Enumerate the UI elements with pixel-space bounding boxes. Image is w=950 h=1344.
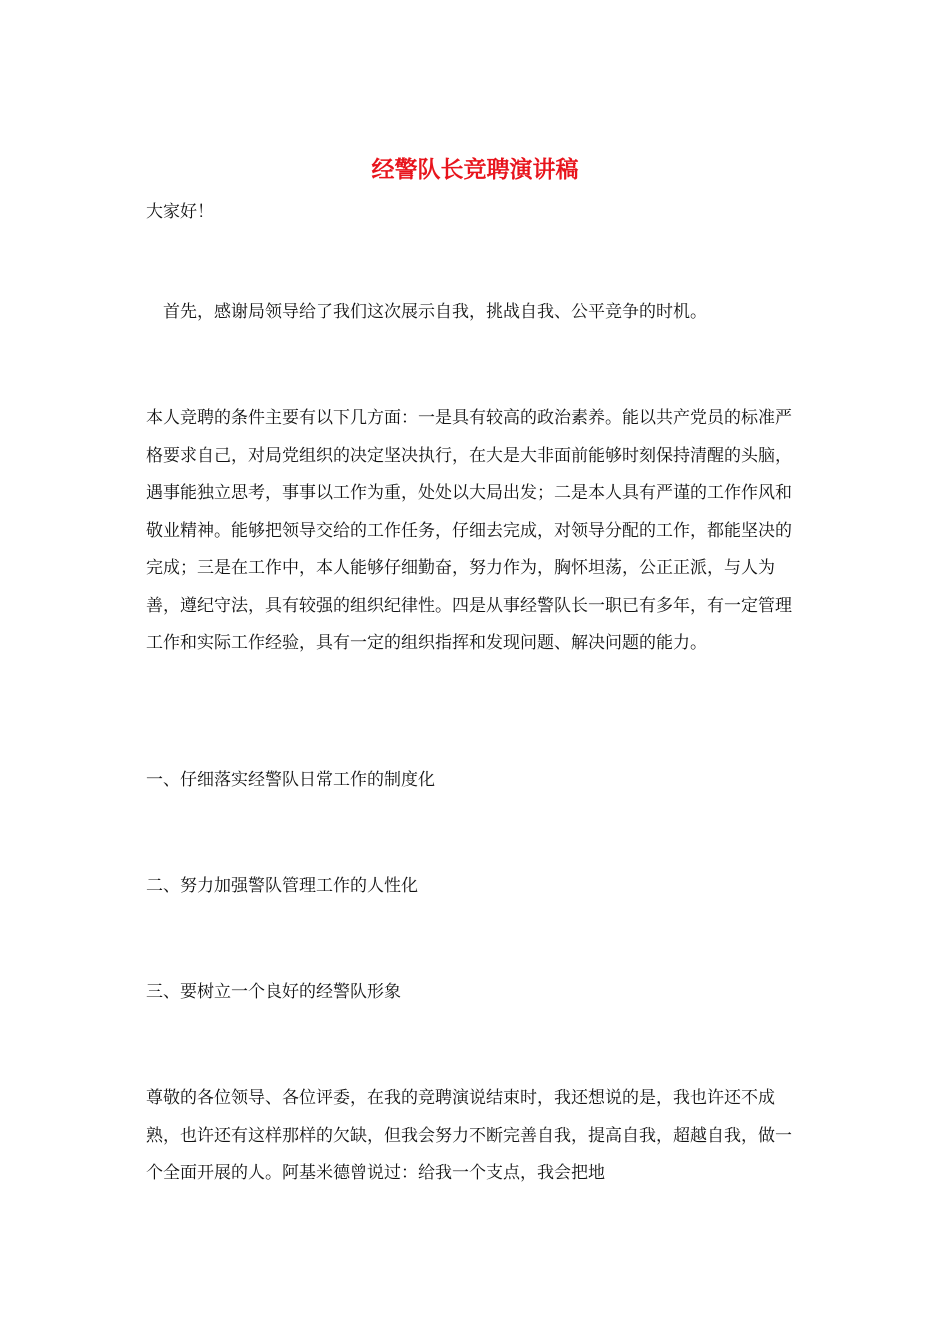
section-heading-3: 三、要树立一个良好的经警队形象	[146, 982, 401, 1002]
document-title: 经警队长竞聘演讲稿	[371, 156, 579, 183]
section-heading-1: 一、仔细落实经警队日常工作的制度化	[146, 770, 435, 790]
section-heading-2: 二、努力加强警队管理工作的人性化	[146, 876, 418, 896]
closing-paragraph: 尊敬的各位领导、各位评委，在我的竞聘演说结束时，我还想说的是，我也许还不成熟，也许还有这样那样的欠缺，但我会努力不断完善自我，提高自我，超越自我，做一个全面开展的人。阿基米德曾说过：给我一个支点，我会把地	[146, 1088, 792, 1183]
greeting-paragraph: 大家好！	[146, 202, 214, 222]
thanks-paragraph: 首先，感谢局领导给了我们这次展示自我，挑战自我、公平竞争的时机。	[163, 302, 707, 322]
conditions-paragraph: 本人竞聘的条件主要有以下几方面：一是具有较高的政治素养。能以共产党员的标准严格要求自己，对局党组织的决定坚决执行，在大是大非面前能够时刻保持清醒的头脑，遇事能独立思考，事事以工作为重，处处以大局出发；二是本人具有严谨的工作作风和敬业精神。能够把领导交给的工作任务，仔细去完成，对领导分配的工作，都能坚决的完成；三是在工作中，本人能够仔细勤奋，努力作为，胸怀坦荡，公正正派，与人为善，遵纪守法，具有较强的组织纪律性。四是从事经警队长一职已有多年，有一定管理工作和实际工作经验，具有一定的组织指挥和发现问题、解决问题的能力。	[146, 408, 792, 653]
